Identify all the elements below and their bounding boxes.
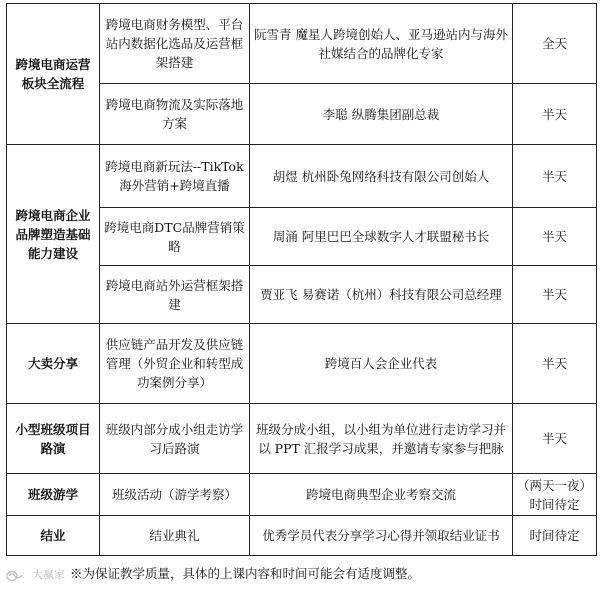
table-row (7, 404, 597, 474)
module-title: 小型班级项目路演 (7, 404, 100, 474)
speaker-cell: 周涌 阿里巴巴全球数字人才联盟秘书长 (250, 208, 513, 266)
duration-cell: 半天 (513, 404, 597, 474)
table-row (7, 4, 597, 84)
speaker-cell: 跨境电商典型企业考察交流 (250, 474, 513, 516)
duration-cell: （两天一夜）时间待定 (513, 474, 597, 516)
topic-cell: 班级活动（游学考察） (100, 474, 250, 516)
module-title: 跨境电商运营板块全流程 (7, 4, 100, 145)
topic-cell: 跨境电商财务模型、平台站内数据化选品及运营框架搭建 (100, 4, 250, 84)
speaker-cell: 阮雪青 魔星人跨境创始人、亚马逊站内与海外社媒结合的品牌化专家 (250, 4, 513, 84)
table-row (7, 145, 597, 208)
watermark-logo-icon (6, 569, 26, 581)
topic-cell: 结业典礼 (100, 516, 250, 556)
table-row (7, 474, 597, 516)
speaker-cell: 跨境百人会企业代表 (250, 324, 513, 404)
topic-cell: 跨境电商物流及实际落地方案 (100, 84, 250, 145)
speaker-cell: 胡煜 杭州卧兔网络科技有限公司创始人 (250, 145, 513, 208)
topic-cell: 供应链产品开发及供应链管理（外贸企业和转型成功案例分享） (100, 324, 250, 404)
speaker-cell: 优秀学员代表分享学习心得并领取结业证书 (250, 516, 513, 556)
duration-cell: 半天 (513, 145, 597, 208)
duration-cell: 全天 (513, 4, 597, 84)
topic-cell: 班级内部分成小组走访学习后路演 (100, 404, 250, 474)
footnote-text: ※为保证教学质量，具体的上课内容和时间可能会有适度调整。 (69, 566, 420, 581)
table-row (7, 516, 597, 556)
speaker-cell: 贾亚飞 易赛诺（杭州）科技有限公司总经理 (250, 266, 513, 324)
module-title: 结业 (7, 516, 100, 556)
topic-cell: 跨境电商新玩法--TikTok 海外营销+跨境直播 (100, 145, 250, 208)
topic-cell: 跨境电商站外运营框架搭建 (100, 266, 250, 324)
duration-cell: 时间待定 (513, 516, 597, 556)
topic-cell: 跨境电商DTC品牌营销策略 (100, 208, 250, 266)
table-row (7, 324, 597, 404)
module-title: 跨境电商企业品牌塑造基础能力建设 (7, 145, 100, 324)
module-title: 班级游学 (7, 474, 100, 516)
module-title: 大卖分享 (7, 324, 100, 404)
duration-cell: 半天 (513, 324, 597, 404)
speaker-cell: 李聪 纵腾集团副总裁 (250, 84, 513, 145)
footnote (6, 565, 420, 584)
duration-cell: 半天 (513, 84, 597, 145)
duration-cell: 半天 (513, 208, 597, 266)
duration-cell: 半天 (513, 266, 597, 324)
speaker-cell: 班级分成小组，以小组为单位进行走访学习并以 PPT 汇报学习成果，并邀请专家参与把脉 (250, 404, 513, 474)
course-schedule-table (6, 3, 597, 556)
watermark-text: 大赢家 (31, 568, 65, 581)
